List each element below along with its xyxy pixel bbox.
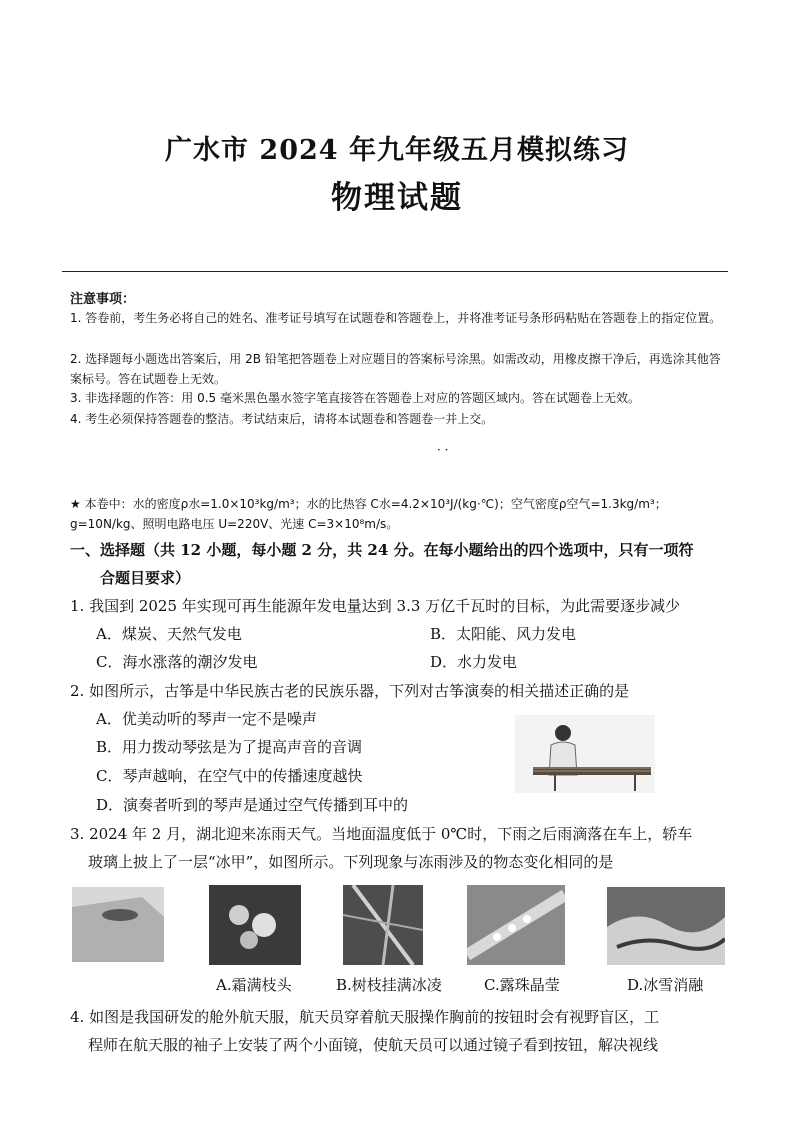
notice-item-4: 4. 考生必须保持答题卷的整洁。考试结束后，请将本试题卷和答题卷一并上交。: [70, 412, 494, 426]
question-2-option-b: B．用力拨动琴弦是为了提高声音的音调: [96, 738, 363, 756]
question-4-stem: 4. 如图是我国研发的舱外航天服，航天员穿着航天服操作胸前的按钮时会有视野盲区，工: [70, 1008, 660, 1026]
question-1-option-b: B．太阳能、风力发电: [430, 625, 577, 643]
question-2-stem: 2. 如图所示，古筝是中华民族古老的民族乐器，下列对古筝演奏的相关描述正确的是: [70, 682, 630, 700]
constants-note: ★ 本卷中：水的密度ρ水=1.0×10³kg/m³；水的比热容 C水=4.2×10³J/(kg·℃)；空气密度ρ空气=1.3kg/m³；g=10N/kg、照明电路电压 U=220V、光速 C=3×10⁸m/s。: [70, 497, 667, 531]
dew-drops-photo: [467, 885, 565, 965]
paper-subtitle: 物理试题: [331, 180, 463, 216]
question-1-option-a: A．煤炭、天然气发电: [96, 625, 242, 643]
section-heading-cont: 合题目要求）: [100, 569, 191, 587]
question-3-stem: 3. 2024 年 2 月，湖北迎来冻雨天气。当地面温度低于 0℃时，下雨之后雨滴落在车上，轿车: [70, 825, 693, 843]
question-3-caption-b: B.树枝挂满冰凌: [336, 976, 442, 994]
header-divider: [62, 271, 728, 272]
question-2-option-c: C．琴声越响，在空气中的传播速度越快: [96, 767, 363, 785]
question-2-option-a: A．优美动听的琴声一定不是噪声: [96, 710, 317, 728]
question-2-option-d: D．演奏者听到的琴声是通过空气传播到耳中的: [96, 796, 409, 814]
notice-heading: 注意事项：: [70, 292, 136, 307]
icicle-branch-photo: [343, 885, 423, 965]
frozen-car-glass-photo: [72, 887, 164, 962]
guzheng-photo: [515, 715, 655, 793]
question-3-caption-d: D.冰雪消融: [627, 976, 704, 994]
question-3-caption-c: C.露珠晶莹: [484, 976, 560, 994]
notice-item-1: 1. 答卷前，考生务必将自己的姓名、准考证号填写在试题卷和答题卷上，并将准考证号条形码粘贴在答题卷上的指定位置。: [70, 311, 722, 325]
frost-photo: [209, 885, 301, 965]
question-3-stem-cont: 玻璃上披上了一层“冰甲”，如图所示。下列现象与冻雨涉及的物态变化相同的是: [88, 853, 614, 871]
question-1-option-c: C．海水涨落的潮汐发电: [96, 653, 258, 671]
notice-item-2: 2. 选择题每小题选出答案后，用 2B 铅笔把答题卷上对应题目的答案标号涂黑。如需改动，用橡皮擦干净后，再选涂其他答案标号。答在试题卷上无效。: [70, 352, 721, 386]
melting-snow-photo: [607, 887, 725, 965]
section-heading: 一、选择题（共 12 小题，每小题 2 分，共 24 分。在每小题给出的四个选项中，只有一项符: [70, 541, 694, 559]
question-3-caption-a: A.霜满枝头: [216, 976, 292, 994]
notice-item-3: 3. 非选择题的作答：用 0.5 毫米黑色墨水签字笔直接答在答题卷上对应的答题区域内。答在试题卷上无效。: [70, 391, 640, 405]
paper-title: 广水市 2024 年九年级五月模拟练习: [165, 135, 629, 166]
dots: · ·: [437, 443, 449, 457]
question-1-option-d: D．水力发电: [430, 653, 518, 671]
question-4-stem-cont: 程师在航天服的袖子上安装了两个小面镜，使航天员可以通过镜子看到按钮，解决视线: [88, 1036, 659, 1054]
question-1-stem: 1. 我国到 2025 年实现可再生能源年发电量达到 3.3 万亿千瓦时的目标，为此需要逐步减少: [70, 597, 681, 615]
